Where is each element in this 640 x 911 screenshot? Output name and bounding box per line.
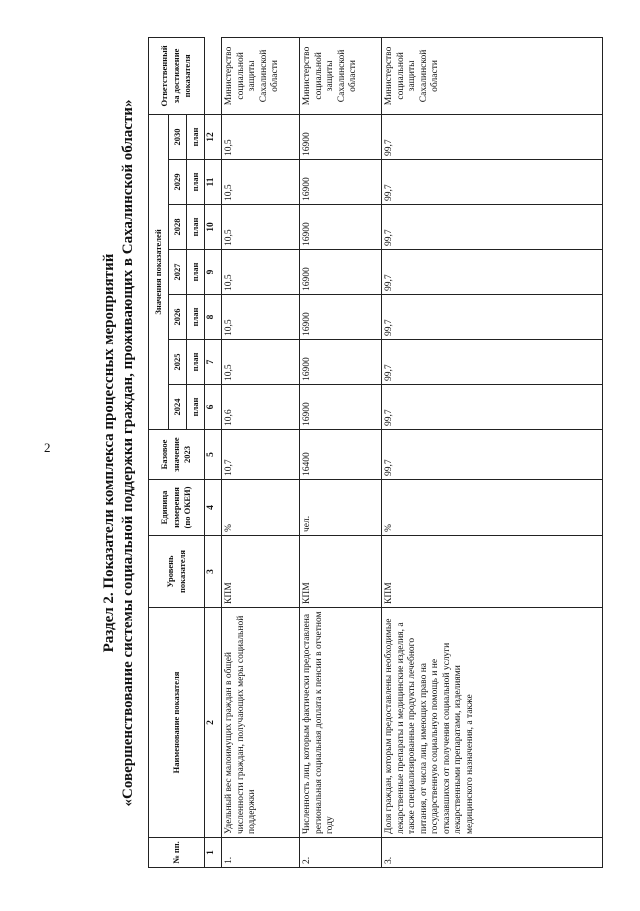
row-value: 16900 [300,295,382,340]
year-header: 2024 [169,385,187,430]
col-index: 5 [205,430,222,480]
column-index-row [205,37,222,867]
row-base: 10,7 [222,430,300,480]
row-value: 99,7 [382,114,603,159]
row-value: 16900 [300,160,382,205]
year-header: 2029 [169,160,187,205]
row-responsible: Министерство социальной защиты Сахалинской области [382,37,603,114]
title-line-1: Раздел 2. Показатели комплекса процессных мероприятий [101,253,117,653]
header-base: Базовое значение 2023 [149,430,205,480]
row-value: 99,7 [382,205,603,250]
row-base: 16400 [300,430,382,480]
rotated-page [70,28,610,878]
year-header: 2026 [169,295,187,340]
col-index: 9 [205,250,222,295]
header-unit: Единица измерения (по ОКЕИ) [149,480,205,536]
col-index: 1 [205,838,222,868]
row-num: 1. [222,838,300,868]
row-value: 16900 [300,205,382,250]
row-name: Удельный вес малоимущих граждан в общей численности граждан, получающих меры социальной поддержки [222,608,300,838]
row-value: 99,7 [382,385,603,430]
row-value: 16900 [300,340,382,385]
header-num: № пп. [149,838,205,868]
col-index: 4 [205,480,222,536]
year-header: 2027 [169,250,187,295]
row-level: КПМ [382,536,603,608]
row-value: 16900 [300,385,382,430]
plan-header: план [187,114,205,159]
col-index: 11 [205,160,222,205]
plan-header: план [187,385,205,430]
table-row [382,37,603,867]
section-title [100,28,138,878]
row-value: 10,5 [222,295,300,340]
col-index: 10 [205,205,222,250]
row-value: 16900 [300,250,382,295]
row-name: Численность лиц, которым фактически предоставлена региональная социальная доплата к пенсии в отчетном году [300,608,382,838]
col-index: 12 [205,114,222,159]
header-level: Уровень показателя [149,536,205,608]
plan-header: план [187,250,205,295]
row-name: Доля граждан, которым предоставлены необходимые лекарственные препараты и медицинские изделия, а также специализированные продукты лечебного питания, от числа лиц, имеющих право на государственную социальную помощь и не отказавшихся от получения социальной услуги лекарственными препаратами, изделиями медицинского назначения, а также [382,608,603,838]
row-value: 99,7 [382,160,603,205]
row-value: 10,6 [222,385,300,430]
title-line-2: «Совершенствование системы социальной поддержки граждан, проживающих в Сахалинской области» [120,99,136,807]
row-unit: % [382,480,603,536]
plan-header: план [187,160,205,205]
year-header: 2025 [169,340,187,385]
year-header: 2030 [169,114,187,159]
col-index: 2 [205,608,222,838]
col-index: 7 [205,340,222,385]
row-level: КПМ [222,536,300,608]
col-index: 6 [205,385,222,430]
row-value: 10,5 [222,160,300,205]
header-responsible: Ответственный за достижение показателя [149,37,205,114]
row-value: 10,5 [222,114,300,159]
row-level: КПМ [300,536,382,608]
indicators-table [148,37,603,868]
row-responsible: Министерство социальной защиты Сахалинской области [300,37,382,114]
header-values: Значения показателей [149,114,169,429]
table-row [300,37,382,867]
row-value: 10,5 [222,250,300,295]
row-unit: % [222,480,300,536]
table-row [222,37,300,867]
row-value: 16900 [300,114,382,159]
row-value: 99,7 [382,340,603,385]
header-name: Наименование показателя [149,608,205,838]
row-unit: чел. [300,480,382,536]
year-header: 2028 [169,205,187,250]
row-num: 2. [300,838,382,868]
col-index: 3 [205,536,222,608]
row-value: 10,5 [222,205,300,250]
plan-header: план [187,205,205,250]
page-number: 2 [44,440,51,455]
row-value: 10,5 [222,340,300,385]
plan-header: план [187,295,205,340]
row-responsible: Министерство социальной защиты Сахалинской области [222,37,300,114]
col-index: 8 [205,295,222,340]
row-base: 99,7 [382,430,603,480]
row-num: 3. [382,838,603,868]
row-value: 99,7 [382,250,603,295]
row-value: 99,7 [382,295,603,340]
plan-header: план [187,340,205,385]
